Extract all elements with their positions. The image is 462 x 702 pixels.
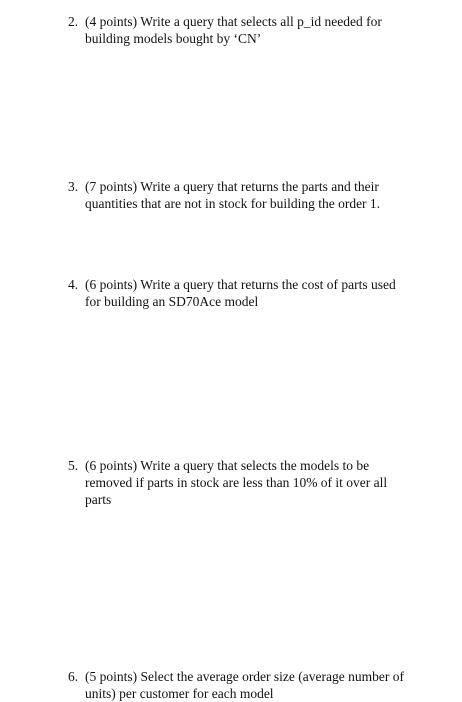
question-4 xyxy=(68,276,438,310)
question-text-line: (4 points) Write a query that selects all p_id needed for xyxy=(85,14,382,29)
question-text-line: quantities that are not in stock for building the order 1. xyxy=(85,196,381,211)
question-number: 4. xyxy=(68,277,79,292)
question-text-line: building models bought by ‘CN’ xyxy=(85,31,262,46)
question-number: 3. xyxy=(68,179,79,194)
question-text-line: for building an SD70Ace model xyxy=(85,294,259,309)
question-text-line: parts xyxy=(85,492,112,507)
question-3 xyxy=(68,178,438,212)
question-text-line: (6 points) Write a query that selects the models to be xyxy=(85,458,370,473)
question-text xyxy=(85,13,438,47)
question-text-line: (5 points) Select the average order size (average number of xyxy=(85,669,404,684)
question-text xyxy=(85,178,438,212)
question-text-line: (6 points) Write a query that returns the cost of parts used xyxy=(85,277,396,292)
question-2 xyxy=(68,13,438,47)
question-text-line: removed if parts in stock are less than 10% of it over all xyxy=(85,475,388,490)
question-text xyxy=(85,276,438,310)
question-text xyxy=(85,668,438,702)
question-5 xyxy=(68,457,438,508)
question-text-line: (7 points) Write a query that returns the parts and their xyxy=(85,179,379,194)
question-text-line: units) per customer for each model xyxy=(85,686,274,701)
question-text xyxy=(85,457,438,508)
question-number: 2. xyxy=(68,14,79,29)
question-number: 6. xyxy=(68,669,79,684)
question-6 xyxy=(68,668,438,702)
question-number: 5. xyxy=(68,458,79,473)
